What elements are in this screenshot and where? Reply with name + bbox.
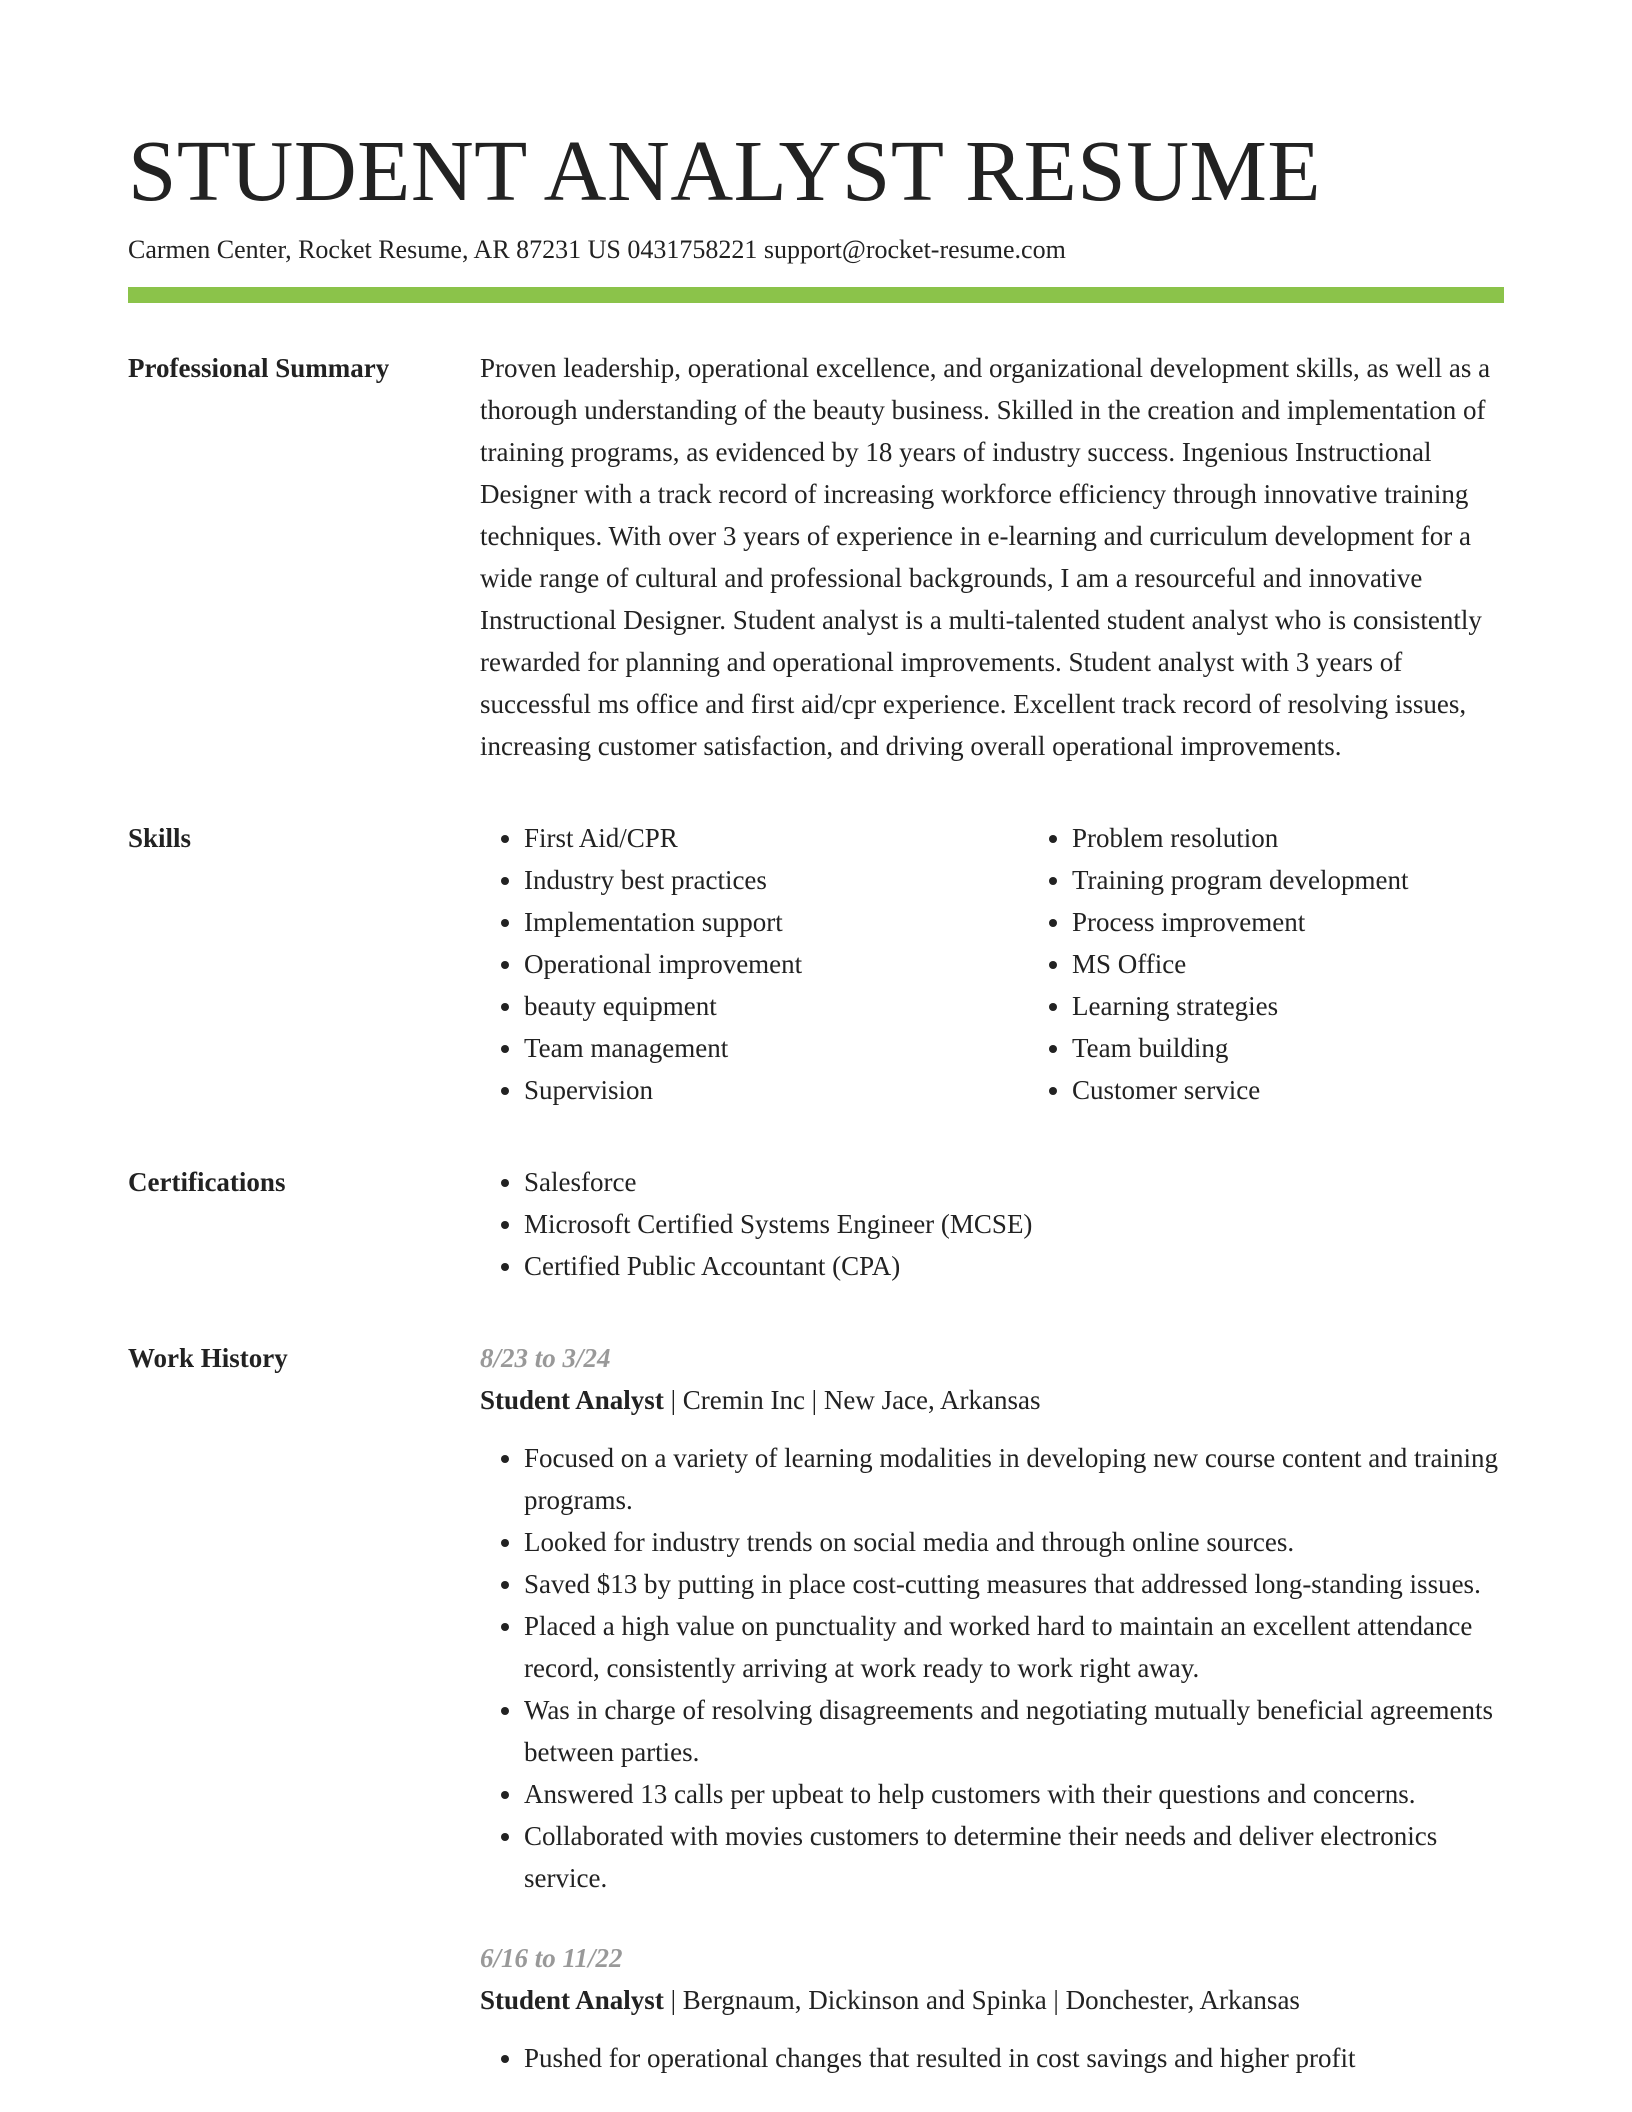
- skill-item: • Process improvement: [1072, 901, 1576, 943]
- skill-item: • Customer service: [1072, 1069, 1576, 1111]
- job-entry: [480, 1337, 1504, 1899]
- job-bullets: [480, 2037, 1504, 2079]
- resume-title: STUDENT ANALYST RESUME: [128, 122, 1322, 219]
- job-employer-location: | Cremin Inc | New Jace, Arkansas: [663, 1385, 1041, 1415]
- skill-item: • First Aid/CPR: [524, 817, 1028, 859]
- accent-divider: [128, 287, 1504, 303]
- skill-item: • Implementation support: [524, 901, 1028, 943]
- job-dates: 8/23 to 3/24: [480, 1343, 611, 1373]
- skill-item: • Operational improvement: [524, 943, 1028, 985]
- job-bullet: • Answered 13 calls per upbeat to help customers with their questions and concerns.: [524, 1773, 1504, 1815]
- job-bullet: • Placed a high value on punctuality and worked hard to maintain an excellent attendance record, consistently arriving at work ready to work right away.: [524, 1605, 1504, 1689]
- skills-list-right: [1028, 817, 1576, 1111]
- job-heading: [480, 1379, 1504, 1421]
- certification-item: • Microsoft Certified Systems Engineer (MCSE): [524, 1203, 1504, 1245]
- job-bullet: • Focused on a variety of learning modalities in developing new course content and training programs.: [524, 1437, 1504, 1521]
- job-heading: [480, 1979, 1504, 2021]
- skill-item: • MS Office: [1072, 943, 1576, 985]
- summary-text: Proven leadership, operational excellence, and organizational development skills, as well as a thorough understanding of the beauty business. Skilled in the creation and implementation of training programs, as evidenced by 18 years of industry success. Ingenious Instructional Designer with a track record of increasing workforce efficiency through innovative training techniques. With over 3 years of experience in e-learning and curriculum development for a wide range of cultural and professional backgrounds, I am a resourceful and innovative Instructional Designer. Student analyst is a multi-talented student analyst who is consistently rewarded for planning and operational improvements. Student analyst with 3 years of successful ms office and first aid/cpr experience. Excellent track record of resolving issues, increasing customer satisfaction, and driving overall operational improvements.: [480, 353, 1491, 761]
- skill-item: • Supervision: [524, 1069, 1028, 1111]
- contact-info: Carmen Center, Rocket Resume, AR 87231 US 0431758221 support@rocket-resume.com: [128, 235, 1066, 264]
- certification-item: • Salesforce: [524, 1161, 1504, 1203]
- skill-item: • beauty equipment: [524, 985, 1028, 1027]
- job-bullet: • Looked for industry trends on social media and through online sources.: [524, 1521, 1504, 1563]
- job-bullet: • Pushed for operational changes that resulted in cost savings and higher profit: [524, 2037, 1504, 2079]
- section-label: Work History: [128, 1343, 288, 1373]
- job-bullet: • Collaborated with movies customers to determine their needs and deliver electronics service.: [524, 1815, 1504, 1899]
- job-bullet: • Saved $13 by putting in place cost-cutting measures that addressed long-standing issues.: [524, 1563, 1504, 1605]
- skill-item: • Team building: [1072, 1027, 1576, 1069]
- work-history-section: [128, 1337, 1504, 2079]
- job-bullet: • Was in charge of resolving disagreements and negotiating mutually beneficial agreements between parties.: [524, 1689, 1504, 1773]
- skill-item: • Problem resolution: [1072, 817, 1576, 859]
- job-dates: 6/16 to 11/22: [480, 1943, 623, 1973]
- section-label: Skills: [128, 823, 192, 853]
- certifications-list: [480, 1161, 1504, 1287]
- skill-item: • Team management: [524, 1027, 1028, 1069]
- certifications-section: [128, 1161, 1504, 1287]
- skill-item: • Industry best practices: [524, 859, 1028, 901]
- certification-item: • Certified Public Accountant (CPA): [524, 1245, 1504, 1287]
- job-title: Student Analyst: [480, 1385, 664, 1415]
- job-entry: [480, 1937, 1504, 2079]
- professional-summary-section: [128, 347, 1504, 767]
- section-label: Certifications: [128, 1167, 286, 1197]
- job-employer-location: | Bergnaum, Dickinson and Spinka | Donchester, Arkansas: [663, 1985, 1300, 2015]
- skills-section: [128, 817, 1504, 1111]
- section-label: Professional Summary: [128, 353, 390, 383]
- skill-item: • Learning strategies: [1072, 985, 1576, 1027]
- skill-item: • Training program development: [1072, 859, 1576, 901]
- job-bullets: [480, 1437, 1504, 1899]
- job-title: Student Analyst: [480, 1985, 664, 2015]
- skills-list-left: [480, 817, 1028, 1111]
